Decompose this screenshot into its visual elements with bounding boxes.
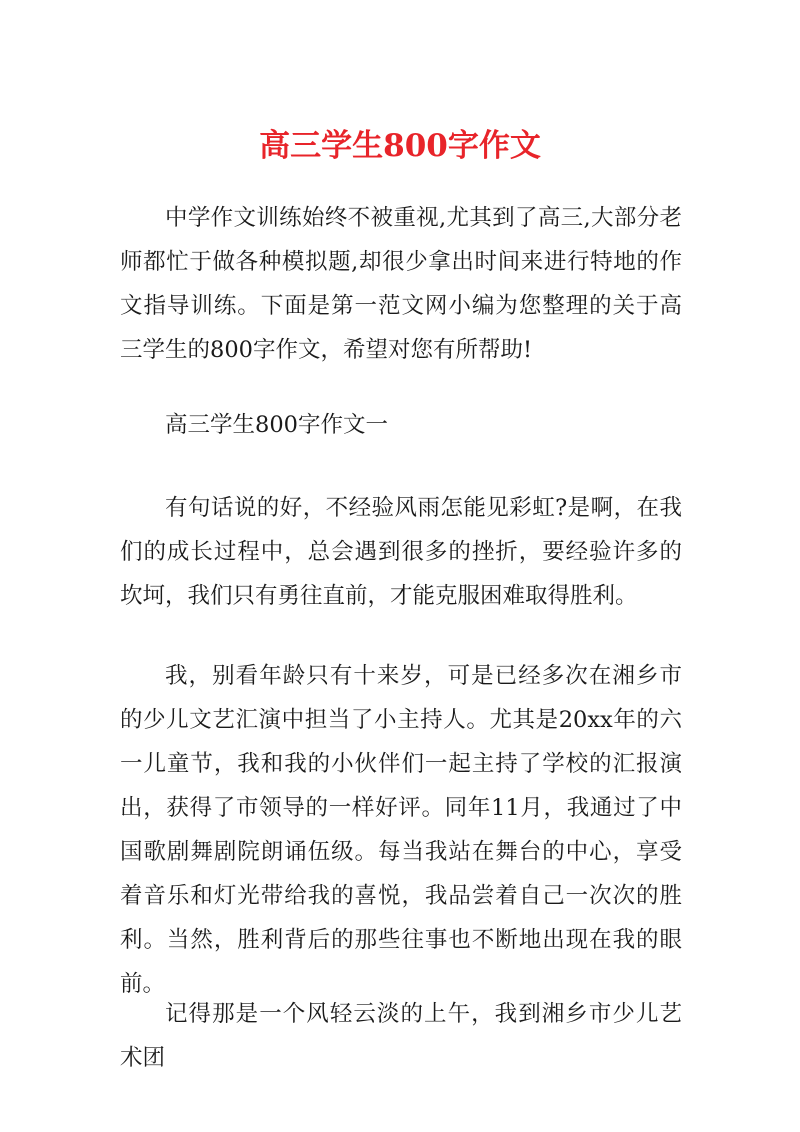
body-paragraph-1: 有句话说的好，不经验风雨怎能见彩虹?是啊，在我们的成长过程中，总会遇到很多的挫折，要经验许多的坎坷，我们只有勇往直前，才能克服困难取得胜利。 [120,495,682,609]
document-title: 高三学生800字作文 [259,128,541,164]
body-paragraph-3: 记得那是一个风轻云淡的上午，我到湘乡市少儿艺术团 [120,1001,682,1071]
body-paragraph-2: 我，别看年龄只有十来岁，可是已经多次在湘乡市的少儿文艺汇演中担当了小主持人。尤其是20xx年的六一儿童节，我和我的小伙伴们一起主持了学校的汇报演出，获得了市领导的一样好评。同年11月，我通过了中国歌剧舞剧院朗诵伍级。每当我站在舞台的中心，享受着音乐和灯光带给我的喜悦，我品尝着自己一次次的胜利。当然，胜利背后的那些往事也不断地出现在我的眼前。 [120,663,682,997]
intro-paragraph: 中学作文训练始终不被重视,尤其到了高三,大部分老师都忙于做各种模拟题,却很少拿出时间来进行特地的作文指导训练。下面是第一范文网小编为您整理的关于高三学生的800字作文，希望对您有所帮助! [120,205,682,363]
section-heading: 高三学生800字作文一 [165,412,388,438]
